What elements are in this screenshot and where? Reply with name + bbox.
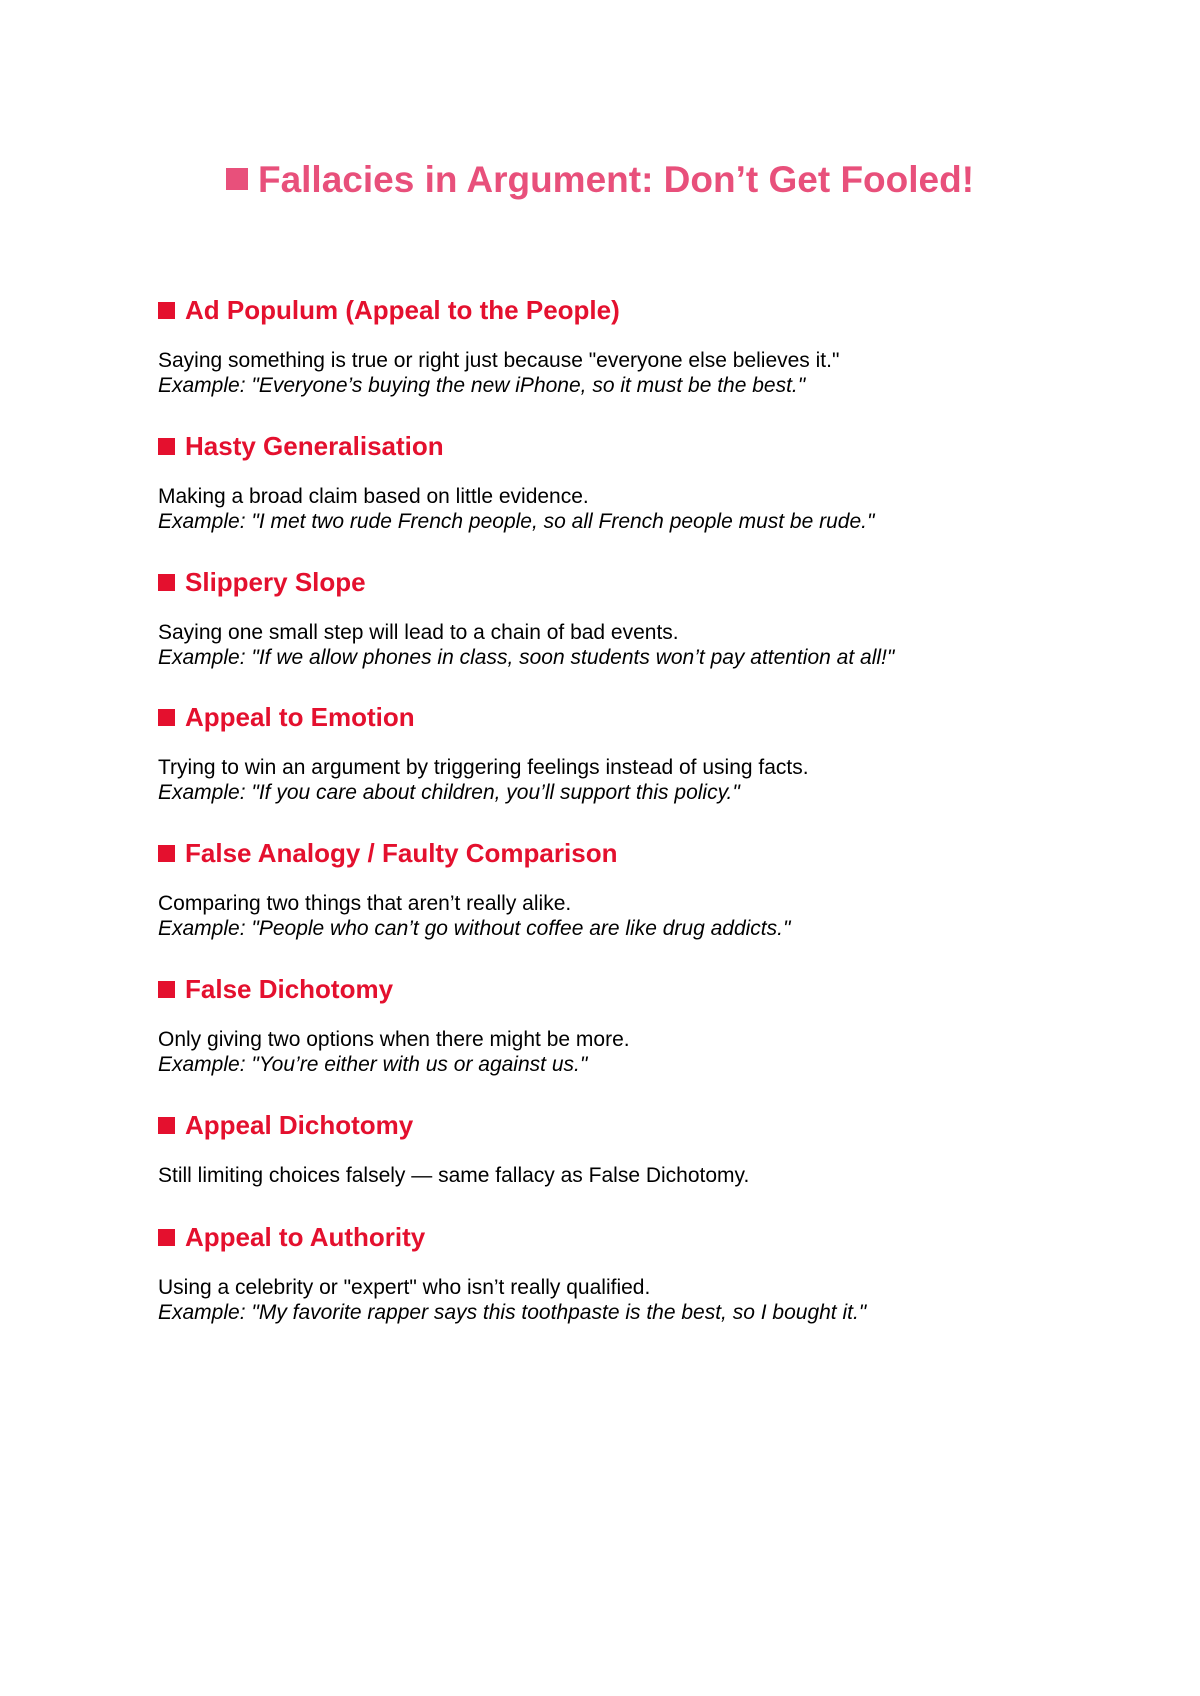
section-heading bbox=[158, 836, 1158, 870]
section-heading-text: Appeal to Authority bbox=[185, 1222, 426, 1252]
section-heading-text: Hasty Generalisation bbox=[185, 431, 444, 461]
section-heading bbox=[158, 972, 1158, 1006]
fallacy-section bbox=[158, 293, 1158, 398]
section-description: Making a broad claim based on little evidence. bbox=[158, 485, 589, 508]
section-description: Using a celebrity or "expert" who isn’t really qualified. bbox=[158, 1276, 651, 1299]
fallacy-section bbox=[158, 565, 1158, 670]
fallacy-section bbox=[158, 429, 1158, 534]
section-heading bbox=[158, 700, 1158, 734]
fallacy-section bbox=[158, 1220, 1158, 1325]
section-body bbox=[158, 348, 1158, 398]
section-description: Still limiting choices falsely — same fallacy as False Dichotomy. bbox=[158, 1164, 750, 1187]
document-title bbox=[0, 158, 1200, 202]
section-heading bbox=[158, 1108, 1158, 1142]
section-example: Example: "My favorite rapper says this toothpaste is the best, so I bought it." bbox=[158, 1301, 867, 1324]
section-heading bbox=[158, 429, 1158, 463]
fallacy-section bbox=[158, 836, 1158, 941]
section-body bbox=[158, 1163, 1158, 1188]
section-heading-text: Ad Populum (Appeal to the People) bbox=[185, 295, 620, 325]
section-example: Example: "If we allow phones in class, soon students won’t pay attention at all!" bbox=[158, 646, 895, 669]
square-bullet-icon bbox=[158, 1117, 175, 1134]
square-bullet-icon bbox=[158, 574, 175, 591]
section-example: Example: "You’re either with us or against us." bbox=[158, 1053, 588, 1076]
square-bullet-icon bbox=[158, 302, 175, 319]
square-bullet-icon bbox=[158, 1229, 175, 1246]
section-body bbox=[158, 891, 1158, 941]
fallacy-section bbox=[158, 1108, 1158, 1188]
section-example: Example: "People who can’t go without coffee are like drug addicts." bbox=[158, 917, 791, 940]
square-bullet-icon bbox=[158, 438, 175, 455]
section-body bbox=[158, 484, 1158, 534]
square-bullet-icon bbox=[158, 845, 175, 862]
section-body bbox=[158, 755, 1158, 805]
fallacy-section bbox=[158, 972, 1158, 1077]
section-body bbox=[158, 620, 1158, 670]
section-heading-text: False Analogy / Faulty Comparison bbox=[185, 838, 618, 868]
square-bullet-icon bbox=[158, 981, 175, 998]
document-title-text: Fallacies in Argument: Don’t Get Fooled! bbox=[257, 159, 975, 200]
section-heading-text: False Dichotomy bbox=[185, 974, 394, 1004]
square-bullet-icon bbox=[226, 168, 248, 190]
section-example: Example: "If you care about children, you’ll support this policy." bbox=[158, 781, 740, 804]
section-description: Only giving two options when there might be more. bbox=[158, 1028, 630, 1051]
section-description: Comparing two things that aren’t really alike. bbox=[158, 892, 572, 915]
section-body bbox=[158, 1027, 1158, 1077]
section-description: Saying something is true or right just because "everyone else believes it." bbox=[158, 349, 840, 372]
fallacy-section bbox=[158, 700, 1158, 805]
section-heading bbox=[158, 565, 1158, 599]
section-description: Saying one small step will lead to a chain of bad events. bbox=[158, 621, 679, 644]
section-heading bbox=[158, 1220, 1158, 1254]
section-body bbox=[158, 1275, 1158, 1325]
section-heading-text: Appeal to Emotion bbox=[185, 702, 415, 732]
section-heading bbox=[158, 293, 1158, 327]
section-heading-text: Appeal Dichotomy bbox=[185, 1110, 414, 1140]
section-example: Example: "I met two rude French people, so all French people must be rude." bbox=[158, 510, 875, 533]
section-heading-text: Slippery Slope bbox=[185, 567, 366, 597]
section-example: Example: "Everyone’s buying the new iPhone, so it must be the best." bbox=[158, 374, 806, 397]
section-description: Trying to win an argument by triggering feelings instead of using facts. bbox=[158, 756, 809, 779]
square-bullet-icon bbox=[158, 709, 175, 726]
